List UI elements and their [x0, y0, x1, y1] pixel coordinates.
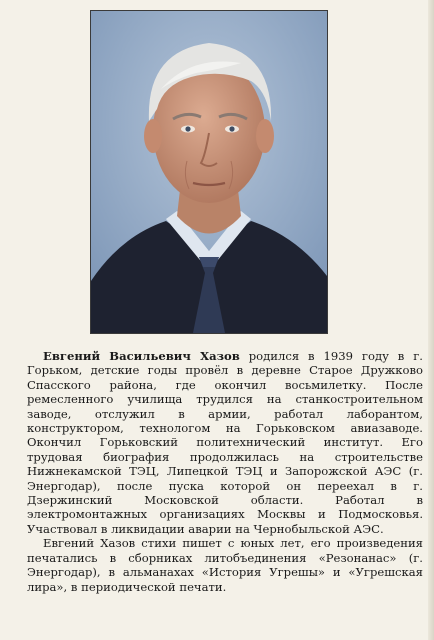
- biography-text: [27, 349, 423, 594]
- biography-paragraph-1-text: родился в 1939 году в г. Горьком, детские годы провёл в деревне Старое Дружково Спасского района, где окончил восьмилетку. После ремесленного училища трудился на станкостроительном заводе, отслужил в армии, работал лаборантом, конструктором, технологом на Горьковском авиазаводе. Окончил Горьковский политехнический институт. Его трудовая биография продолжилась на строительстве Нижнекамской ТЭЦ, Липецкой ТЭЦ и Запорожской АЭС (г. Энергодар), после пуска которой он переехал в г. Дзержинский Московской области. Работал в электромонтажных организациях Москвы и Подмосковья. Участвовал в ликвидации аварии на Чернобыльской АЭС.: [27, 349, 423, 536]
- biography-paragraph-1: [27, 349, 423, 536]
- author-portrait: [90, 10, 328, 334]
- page-edge: [428, 0, 434, 640]
- biography-paragraph-2: Евгений Хазов стихи пишет с юных лет, его произведения печатались в сборниках литобъединения «Резонанас» (г. Энергодар), в альманахах «История Угрешы» и «Угрешская лира», в периодической печати.: [27, 536, 423, 594]
- author-name: Евгений Васильевич Хазов: [43, 349, 240, 363]
